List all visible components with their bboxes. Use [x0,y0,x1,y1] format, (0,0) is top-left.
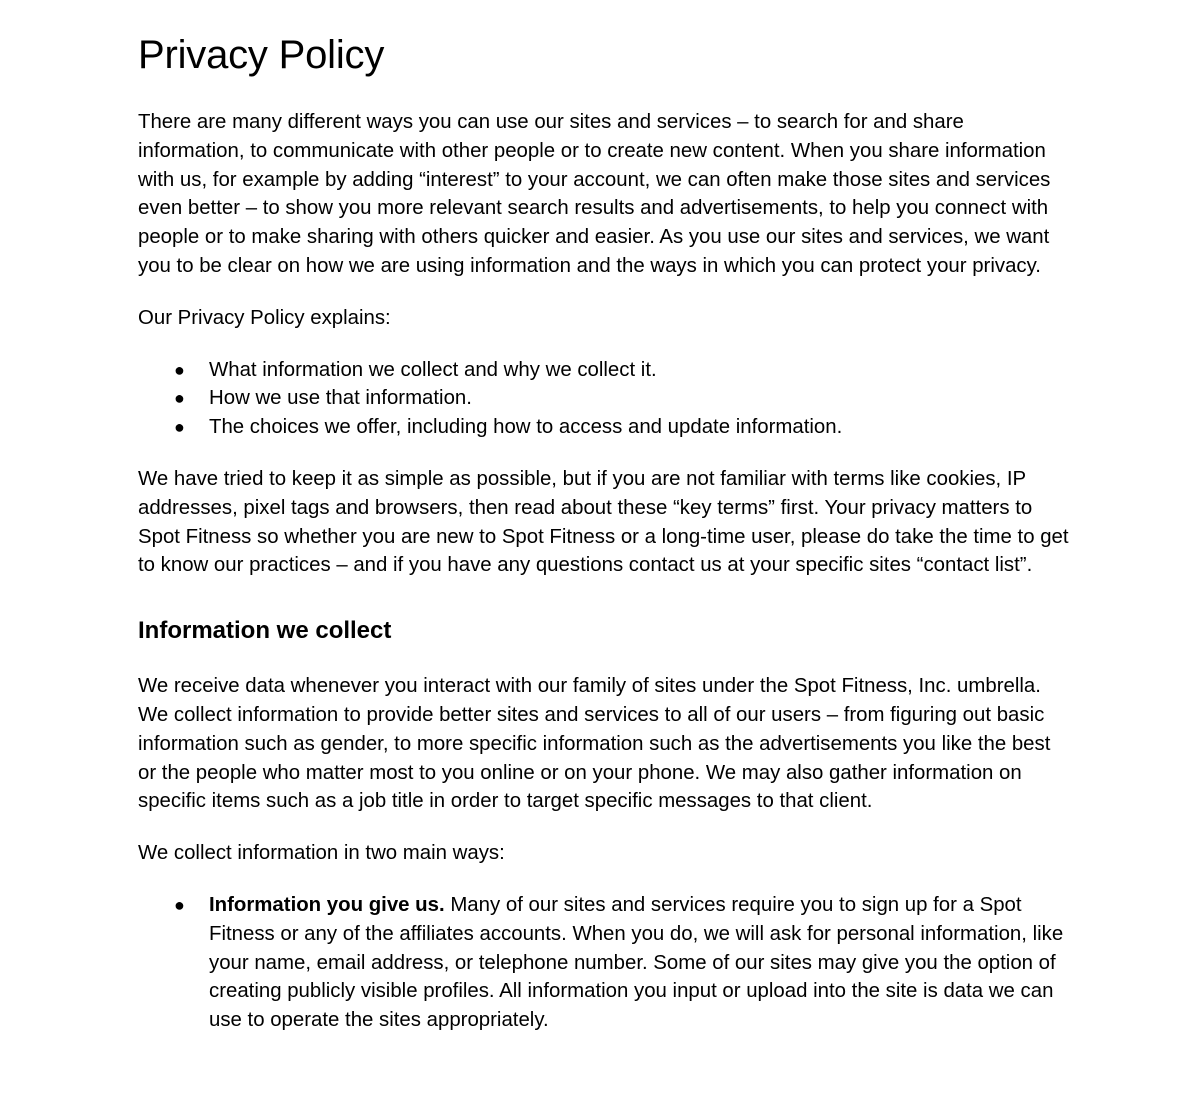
page-title: Privacy Policy [138,33,385,77]
list-item-lead: Information you give us. [209,893,445,916]
bullet-icon: ● [174,894,185,915]
list-item-text: What information we collect and why we collect it. [209,358,657,381]
bullet-icon: ● [174,359,185,380]
list-item [138,891,1073,1035]
intro-paragraph: There are many different ways you can use our sites and services – to search for and share information, to communicate with other people or to create new content. When you share information with us, for example by adding “interest” to your account, we can often make those sites and services even better – to show you more relevant search results and advertisements, to help you connect with people or to make sharing with others quicker and easier. As you use our sites and services, we want you to be clear on how we are using information and the ways in which you can protect your privacy. [138,111,1051,277]
list-item [138,356,1073,385]
ways-list [138,891,1073,1035]
two-ways-label: We collect information in two main ways: [138,842,505,865]
list-item-text: The choices we offer, including how to access and update information. [209,416,843,439]
list-item-text: How we use that information. [209,387,472,410]
list-item [138,413,1073,442]
bullet-icon: ● [174,417,185,438]
explains-label: Our Privacy Policy explains: [138,306,391,329]
explains-list [138,356,1073,442]
document-body [138,30,1073,1058]
collect-paragraph: We receive data whenever you interact with our family of sites under the Spot Fitness, Inc. umbrella. We collect information to provide better sites and services to all of our users – from figuring out basic information such as gender, to more specific information such as the advertisements you like the best or the people who matter most to you online or on your phone. We may also gather information on specific items such as a job title in order to target specific messages to that client. [138,675,1051,813]
simple-paragraph: We have tried to keep it as simple as possible, but if you are not familiar with terms like cookies, IP addresses, pixel tags and browsers, then read about these “key terms” first. Your privacy matters to Spot Fitness so whether you are new to Spot Fitness or a long-time user, please do take the time to get to know our practices – and if you have any questions contact us at your specific sites “contact list”. [138,467,1069,577]
bullet-icon: ● [174,388,185,409]
list-item [138,384,1073,413]
list-item-text: Many of our sites and services require you to sign up for a Spot Fitness or any of the affiliates accounts. When you do, we will ask for personal information, like your name, email address, or telephone number. Some of our sites may give you the option of creating publicly visible profiles. All information you input or upload into the site is data we can use to operate the sites appropriately. [209,893,1064,1032]
section-heading: Information we collect [138,617,392,645]
